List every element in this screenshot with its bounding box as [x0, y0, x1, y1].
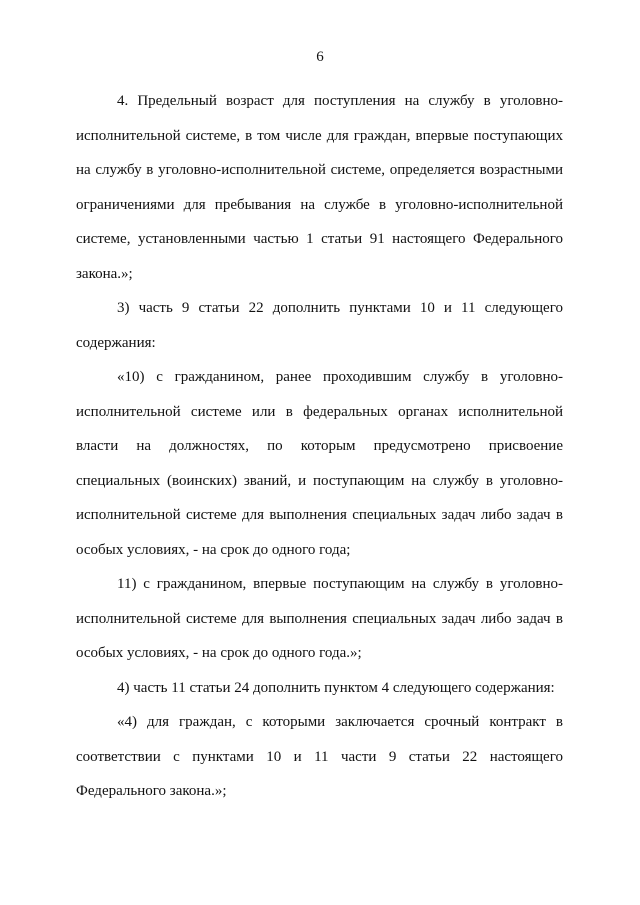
paragraph-6: «4) для граждан, с которыми заключается срочный контракт в соответствии с пунктами 10 и 11 части 9 статьи 22 настоящего Федерального закона.»;	[76, 714, 563, 799]
paragraph-3: «10) с гражданином, ранее проходившим службу в уголовно-исполнительной системе или в федеральных органах исполнительной власти на должностях, по которым предусмотрено присвоение специальных (воинских) званий, и поступающим на службу в уголовно-исполнительной системе для выполнения специальных задач либо задач в особых условиях, - на срок до одного года;	[76, 369, 563, 558]
page-number: 6	[316, 49, 324, 65]
paragraph-2: 3) часть 9 статьи 22 дополнить пунктами 10 и 11 следующего содержания:	[76, 300, 563, 351]
paragraph-1: 4. Предельный возраст для поступления на службу в уголовно-исполнительной системе, в том числе для граждан, впервые поступающих на службу в уголовно-исполнительной системе, определяется возрастными ограничениями для пребывания на службе в уголовно-исполнительной системе, установленными частью 1 статьи 91 настоящего Федерального закона.»;	[76, 93, 563, 282]
paragraph-5: 4) часть 11 статьи 24 дополнить пунктом 4 следующего содержания:	[117, 679, 555, 696]
document-body	[76, 84, 563, 809]
paragraph-4: 11) с гражданином, впервые поступающим на службу в уголовно-исполнительной системе для выполнения специальных задач либо задач в особых условиях, - на срок до одного года.»;	[76, 576, 563, 661]
